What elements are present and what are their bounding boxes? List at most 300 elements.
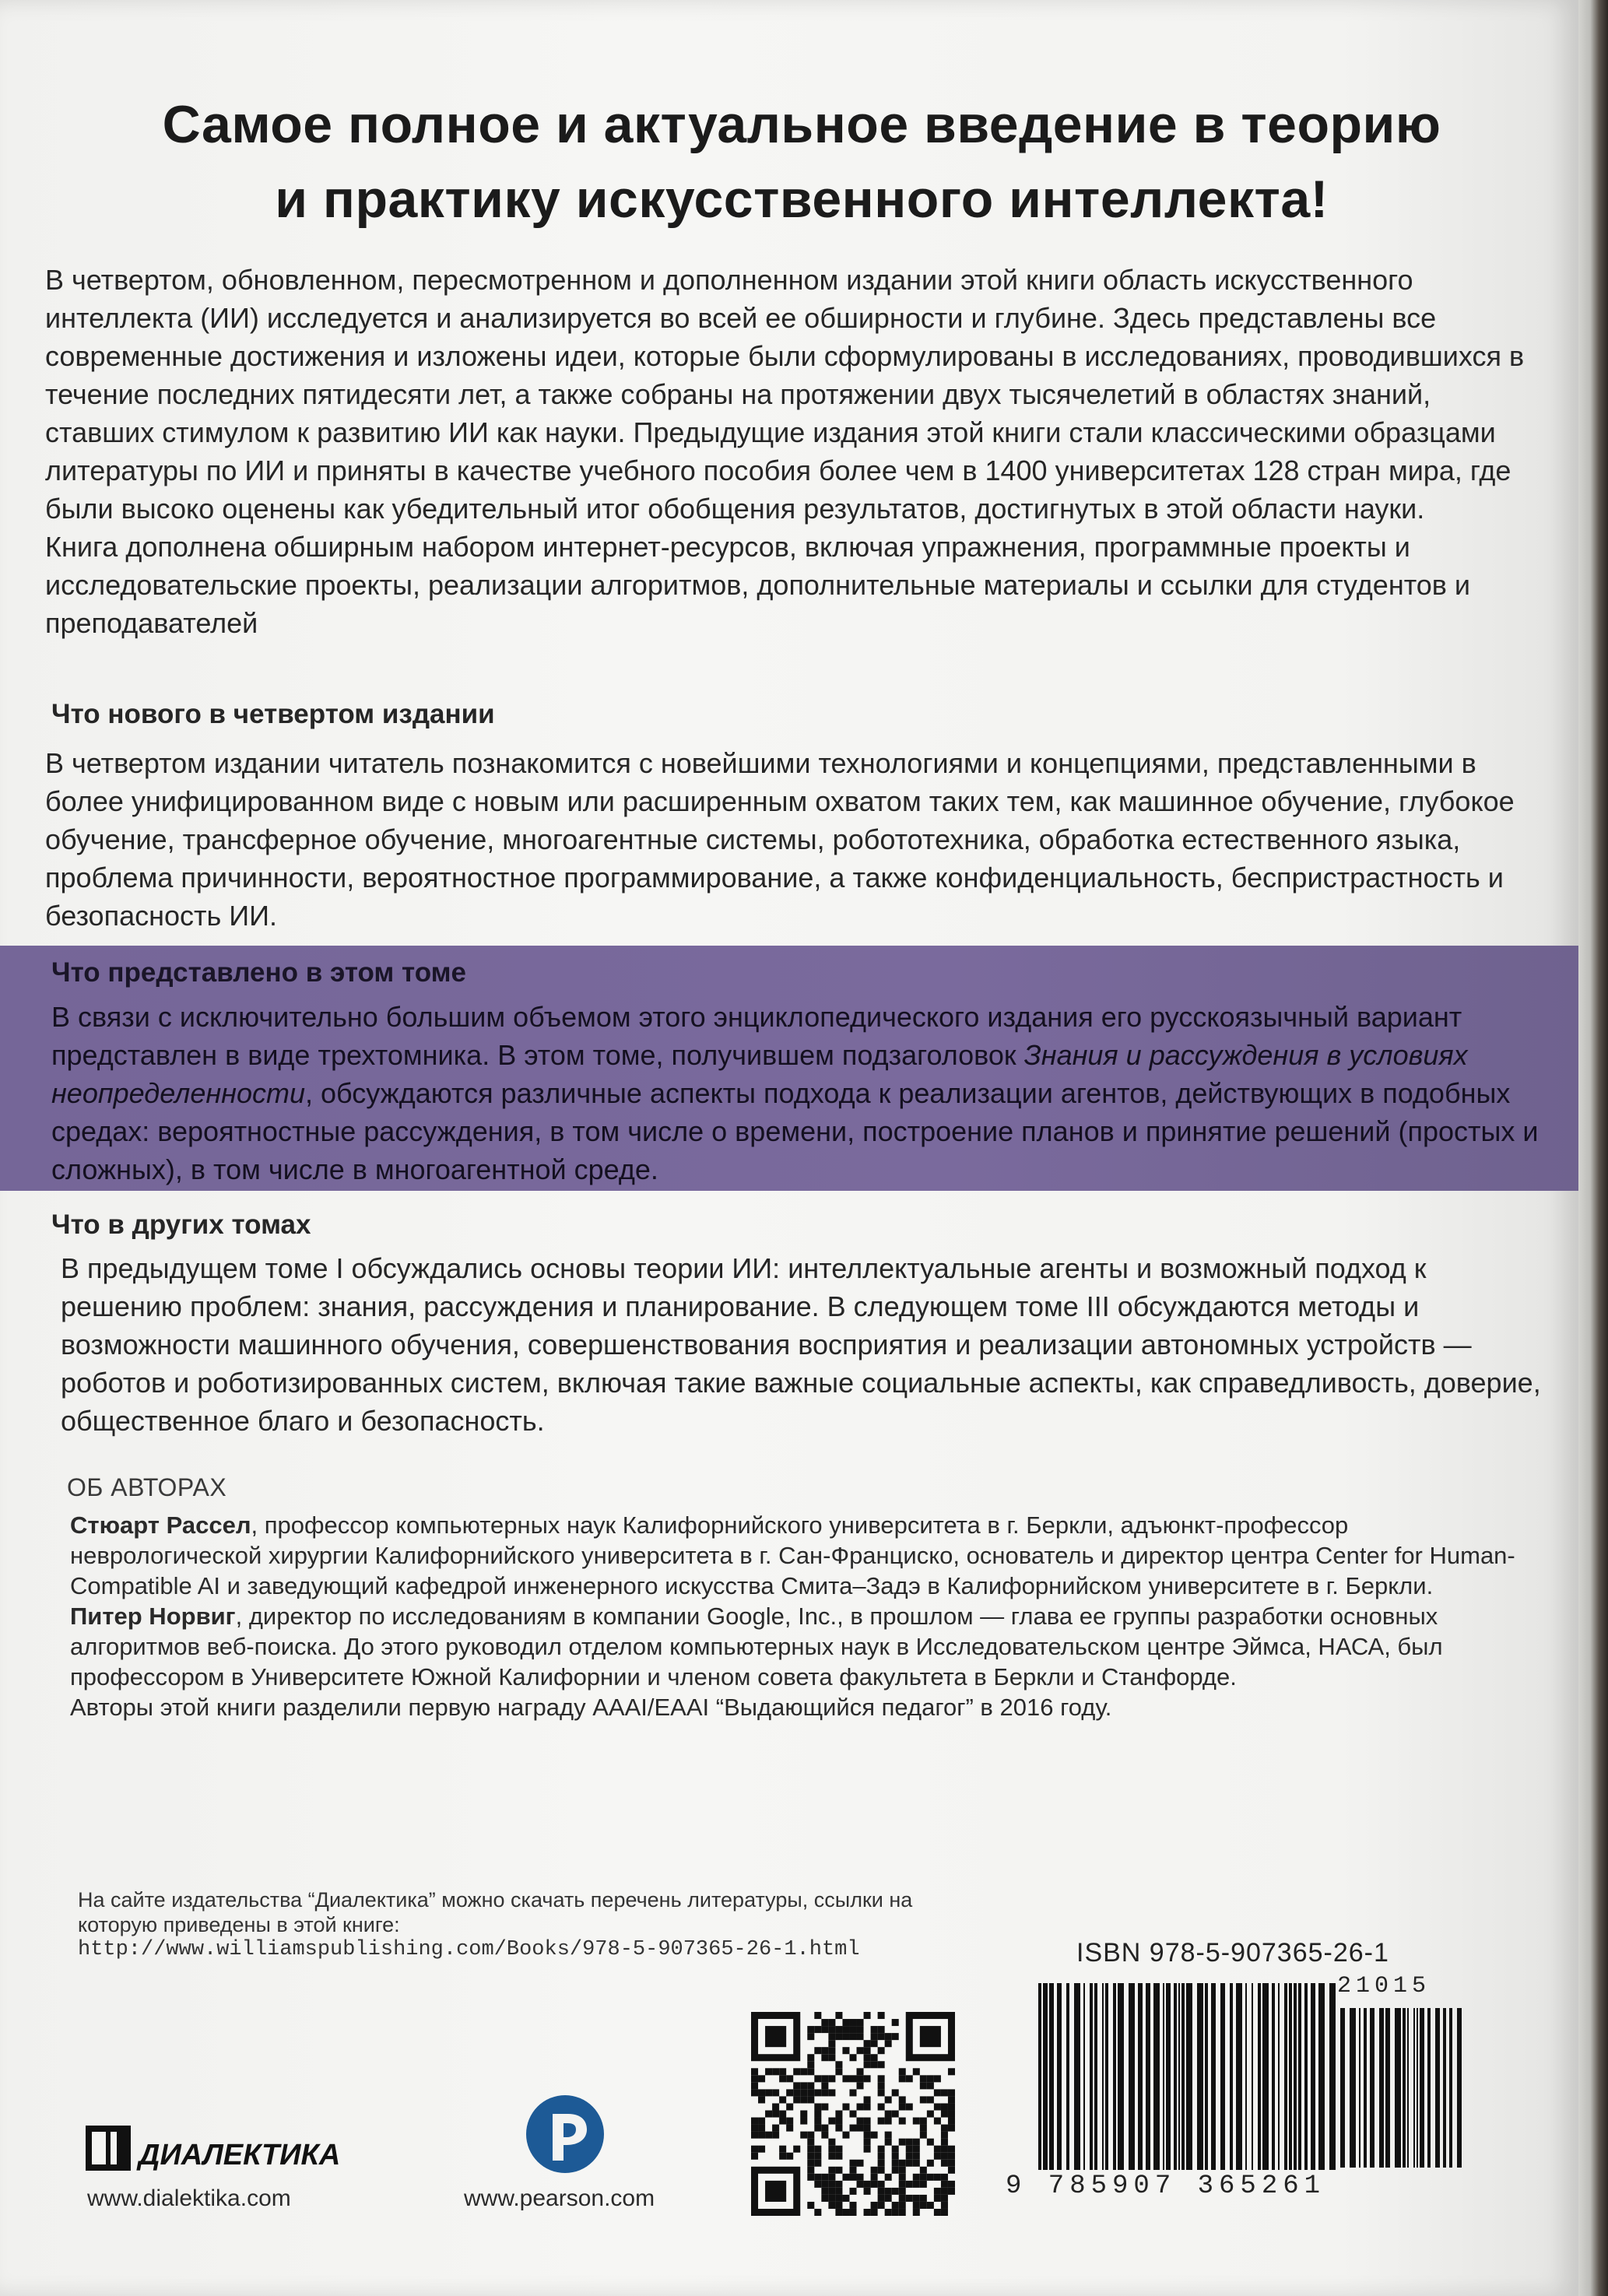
qr-module [878,2012,885,2019]
qr-module [899,2181,906,2188]
qr-module [772,2132,779,2139]
qr-module [885,2096,892,2103]
qr-module [941,2174,948,2181]
qr-module [800,2082,807,2089]
qr-module [849,2188,856,2195]
qr-module [948,2068,955,2075]
qr-module [899,2075,906,2082]
qr-module [842,2047,849,2054]
qr-module [807,2153,814,2160]
qr-module [842,2174,849,2181]
qr-module [814,2110,821,2117]
qr-module [751,2089,758,2096]
section-heading-new: Что нового в четвертом издании [51,699,495,729]
qr-module [835,2012,842,2019]
qr-module [885,2139,892,2146]
qr-module [948,2188,955,2195]
qr-module [779,2146,786,2153]
qr-module [814,2047,821,2054]
qr-module [807,2146,814,2153]
qr-module [758,2089,765,2096]
barcode-bar [1174,1983,1177,2170]
barcode-bar [1049,1983,1054,2170]
qr-module [807,2096,814,2103]
qr-module [885,2110,892,2117]
qr-module [786,2103,793,2110]
authors-heading: ОБ АВТОРАХ [67,1473,227,1501]
section-heading-volume: Что представлено в этом томе [51,957,466,988]
qr-module [934,2188,941,2195]
qr-module [793,2146,800,2153]
section-volume-paragraph [51,998,1546,1188]
barcode-bar [1211,1983,1216,2170]
qr-module [913,2202,920,2209]
headline-line-2: и практику искусственного интеллекта! [275,170,1329,229]
qr-module [765,2132,772,2139]
qr-module [828,2202,835,2209]
qr-module [849,2125,856,2132]
qr-module [948,2103,955,2110]
qr-module [941,2195,948,2202]
qr-module [842,2026,849,2033]
qr-module [871,2132,878,2139]
dialektika-logo [86,2121,366,2175]
qr-module [948,2096,955,2103]
qr-module [835,2153,842,2160]
qr-module [885,2188,892,2195]
qr-module [913,2153,920,2160]
qr-module [814,2125,821,2132]
barcode-bar [1181,1983,1185,2170]
barcode-bar [1364,2008,1367,2168]
qr-module [871,2061,878,2068]
qr-module [758,2075,765,2082]
qr-module [857,2174,864,2181]
qr-module [849,2089,856,2096]
qr-module [927,2082,934,2089]
qr-module [899,2096,906,2103]
qr-module [934,2075,941,2082]
qr-module [878,2082,885,2089]
qr-module [821,2026,828,2033]
qr-module [751,2146,758,2153]
qr-module [835,2033,842,2040]
author-russell [70,1510,1518,1601]
qr-module [878,2033,885,2040]
qr-module [814,2075,821,2082]
qr-module [849,2167,856,2174]
barcode-bar [1090,1983,1093,2170]
qr-module [835,2125,842,2132]
qr-module [849,2033,856,2040]
qr-module [751,2068,758,2075]
qr-module [842,2075,849,2082]
qr-module [885,2118,892,2125]
barcode-bar [1340,2008,1345,2168]
qr-module [842,2132,849,2139]
qr-module [906,2139,913,2146]
qr-module [864,2075,871,2082]
qr-module [842,2195,849,2202]
section-volume-text [51,998,1546,1188]
qr-module [913,2195,920,2202]
qr-module [786,2089,793,2096]
qr-module [821,2082,828,2089]
author-norvig-name: Питер Норвиг [70,1603,236,1630]
barcode-bar [1186,1983,1192,2170]
qr-module [934,2146,941,2153]
qr-module [751,2075,758,2082]
barcode-bar [1379,2008,1384,2168]
qr-module [920,2202,927,2209]
qr-module [772,2068,779,2075]
qr-module [892,2019,899,2026]
qr-module [864,2047,871,2054]
section-other-paragraph: В предыдущем томе I обсуждались основы теории ИИ: интеллектуальные агенты и возможный подход к решению проблем: знания, рассуждения и планирование. В следующем томе III обсуждаются методы и возможности машинного обучения, совершенствования восприятия и реализации автономных устройств — роботов и роботизированных систем, включая такие важные социальные аспекты, как справедливость, доверие, общественное благо и безопасность. [61,1252,1541,1437]
qr-module [885,2040,892,2047]
barcode-bar [1236,1983,1242,2170]
qr-module [864,2181,871,2188]
qr-module [934,2089,941,2096]
qr-module [857,2125,864,2132]
qr-module [864,2209,871,2216]
isbn-label: ISBN 978-5-907365-26-1 [1076,1938,1389,1968]
qr-module [835,2188,842,2195]
qr-module [835,2195,842,2202]
qr-module [842,2103,849,2110]
barcode-bar [1407,2008,1409,2168]
qr-module [878,2047,885,2054]
qr-module [878,2160,885,2167]
qr-module [864,2054,871,2061]
qr-module [913,2160,920,2167]
qr-module [821,2195,828,2202]
qr-module [857,2103,864,2110]
qr-module [751,2132,758,2139]
barcode-bar [1420,2008,1424,2168]
volume-subtitle: Знания и рассуждения в условиях неопределенности [51,1039,1468,1109]
qr-module [821,2181,828,2188]
qr-module [864,2125,871,2132]
pearson-website[interactable]: www.pearson.com [464,2185,655,2211]
qr-module [842,2209,849,2216]
qr-module [934,2118,941,2125]
qr-module [786,2118,793,2125]
qr-module [892,2167,899,2174]
qr-module [927,2174,934,2181]
qr-module [849,2075,856,2082]
qr-module [913,2118,920,2125]
qr-module [885,2174,892,2181]
award-note: Авторы этой книги разделили первую награду AAAI/EAAI “Выдающийся педагог” в 2016 году. [70,1694,1112,1721]
qr-module [885,2033,892,2040]
site-note [78,1887,981,1962]
qr-module [758,2096,765,2103]
qr-module [948,2153,955,2160]
volume-text-after: , обсуждаются различные аспекты подхода к реализации агентов, действующих в подобных средах: вероятностные рассуждения, в том числе о времени, построение планов и принятие решений (простых и сложных), в том числе в многоагентной среде. [51,1077,1539,1185]
qr-module [800,2132,807,2139]
qr-module [941,2153,948,2160]
qr-module [800,2096,807,2103]
barcode-digits: 9 785907 365261 [1006,2171,1326,2201]
qr-module [927,2202,934,2209]
qr-module [814,2181,821,2188]
qr-module [793,2089,800,2096]
qr-module [828,2153,835,2160]
authors-block [70,1510,1518,1722]
qr-module [913,2068,920,2075]
qr-module [857,2118,864,2125]
qr-module [835,2068,842,2075]
qr-module [864,2139,871,2146]
qr-module [920,2174,927,2181]
qr-module [913,2174,920,2181]
dialektika-website[interactable]: www.dialektika.com [87,2185,291,2211]
qr-module [878,2188,885,2195]
qr-module [906,2075,913,2082]
barcode-bar [1272,1983,1275,2170]
qr-module [892,2146,899,2153]
qr-module [758,2125,765,2132]
qr-module [892,2202,899,2209]
barcode-bar [1094,1983,1097,2170]
barcode-bar [1138,1983,1143,2170]
qr-module [878,2146,885,2153]
qr-module [857,2181,864,2188]
qr-module [828,2075,835,2082]
qr-module [906,2160,913,2167]
barcode [1035,1977,1471,2203]
qr-module [835,2110,842,2117]
qr-module [821,2019,828,2026]
qr-module [934,2174,941,2181]
section-heading-other: Что в других томах [51,1209,311,1240]
qr-module [892,2089,899,2096]
barcode-bar [1105,1983,1108,2170]
qr-module [807,2068,814,2075]
qr-module [772,2103,779,2110]
qr-module [878,2153,885,2160]
qr-module [821,2132,828,2139]
qr-module [821,2089,828,2096]
qr-module [892,2160,899,2167]
qr-module [849,2019,856,2026]
qr-module [913,2146,920,2153]
qr-module [857,2082,864,2089]
qr-module [871,2054,878,2061]
qr-module [828,2139,835,2146]
qr-module [899,2202,906,2209]
qr-module [807,2061,814,2068]
qr-module [779,2068,786,2075]
qr-module [814,2146,821,2153]
qr-module [814,2209,821,2216]
qr-module [941,2089,948,2096]
qr-module [779,2153,786,2160]
barcode-bar [1163,1983,1164,2170]
qr-module [885,2132,892,2139]
qr-module [857,2075,864,2082]
qr-module [934,2209,941,2216]
qr-module [892,2209,899,2216]
qr-module [906,2181,913,2188]
qr-module [906,2146,913,2153]
barcode-bar [1245,1983,1247,2170]
qr-module [906,2103,913,2110]
barcode-bar [1043,1983,1048,2170]
qr-module [899,2174,906,2181]
qr-module [864,2103,871,2110]
qr-module [878,2026,885,2033]
qr-module [920,2026,941,2047]
qr-module [821,2103,828,2110]
qr-module [878,2061,885,2068]
barcode-bar [1443,2008,1446,2168]
qr-module [948,2146,955,2153]
qr-module [934,2195,941,2202]
barcode-bar [1262,1983,1269,2170]
qr-module [828,2054,835,2061]
qr-module [892,2153,899,2160]
qr-module [765,2181,786,2202]
qr-module [920,2181,927,2188]
qr-module [765,2068,772,2075]
barcode-bar [1153,1983,1160,2170]
barcode-bar [1057,1983,1062,2170]
barcode-bar [1252,1983,1253,2170]
qr-module [849,2174,856,2181]
qr-module [772,2089,779,2096]
qr-module [913,2139,920,2146]
qr-module [941,2181,948,2188]
author-norvig-bio: , директор по исследованиям в компании Google, Inc., в прошлом — глава ее группы разработки основных алгоритмов веб-поиска. До этого руководил отделом компьютерных наук в Исследовательском центре Эймса, НАСА, был профессором в Университете Южной Калифорнии и членом совета факультета в Беркли и Станфорде. [70,1603,1443,1690]
qr-module [828,2026,835,2033]
qr-module [864,2096,871,2103]
qr-module [849,2160,856,2167]
author-russell-name: Стюарт Рассел [70,1511,251,1539]
qr-module [793,2096,800,2103]
barcode-bar [1205,1983,1208,2170]
pearson-logo [525,2094,606,2175]
site-url[interactable]: http://www.williamspublishing.com/Books/978-5-907365-26-1.html [78,1938,860,1961]
qr-module [864,2146,871,2153]
barcode-bar [1197,1983,1203,2170]
barcode-bar [1435,2008,1440,2168]
qr-module [920,2125,927,2132]
qr-module [814,2103,821,2110]
barcode-bar [1278,1983,1280,2170]
qr-module [941,2202,948,2209]
qr-module [814,2174,821,2181]
qr-module [857,2019,864,2026]
qr-code [751,2012,955,2216]
qr-module [807,2026,814,2033]
headline-line-1: Самое полное и актуальное введение в теорию [162,95,1441,154]
qr-module [941,2188,948,2195]
qr-module [807,2132,814,2139]
section-new-text [45,744,1547,935]
barcode-bar [1329,1983,1336,2170]
qr-module [920,2167,927,2174]
section-other-text [61,1249,1547,1440]
qr-module [765,2110,772,2117]
author-russell-bio: , профессор компьютерных наук Калифорнийского университета в г. Беркли, адъюнкт-профессор неврологической хирургии Калифорнийского университета в г. Сан-Франциско, основатель и директор центра Center for Human-Compatible AI и заведующий кафедрой инженерного искусства Смита–Задэ в Калифорнийском университете в г. Беркли. [70,1511,1515,1599]
qr-module [828,2195,835,2202]
qr-module [871,2181,878,2188]
qr-module [920,2075,927,2082]
qr-module [772,2110,779,2117]
qr-module [814,2153,821,2160]
qr-module [786,2153,793,2160]
qr-module [878,2075,885,2082]
qr-module [871,2040,878,2047]
qr-module [779,2110,786,2117]
site-note-text: На сайте издательства “Диалектика” можно скачать перечень литературы, ссылки на которую приведены в этой книге: [78,1888,913,1936]
qr-module [948,2160,955,2167]
qr-module [857,2026,864,2033]
qr-module [807,2174,814,2181]
qr-module [758,2132,765,2139]
barcode-bar [1403,2008,1406,2168]
qr-module [814,2089,821,2096]
qr-module [772,2125,779,2132]
qr-module [899,2118,906,2125]
qr-module [899,2188,906,2195]
qr-module [849,2054,856,2061]
barcode-bar [1284,1983,1287,2170]
qr-module [920,2118,927,2125]
qr-module [807,2054,814,2061]
qr-module [899,2160,906,2167]
qr-module [920,2096,927,2103]
qr-module [828,2118,835,2125]
qr-module [807,2167,814,2174]
intro-paragraph-1: В четвертом, обновленном, пересмотренном и дополненном издании этой книги область искусственного интеллекта (ИИ) исследуется и анализируется во всей ее обширности и глубине. Здесь представлены все современные достижения и изложены идеи, которые были сформулированы в исследованиях, проводившихся в течение последних пятидесяти лет, а также собраны на протяжении двух тысячелетий в областях знаний, ставших стимулом к развитию ИИ как науки. Предыдущие издания этой книги стали классическими образцами литературы по ИИ и приняты в качестве учебного пособия более чем в 1400 университетах 128 стран мира, где были высоко оценены как убедительный итог обобщения результатов, достигнутых в этой области науки. [45,264,1525,525]
qr-module [828,2188,835,2195]
qr-module [906,2195,913,2202]
qr-module [765,2026,786,2047]
qr-module [800,2089,807,2096]
barcode-bar [1417,2008,1418,2168]
qr-module [885,2209,892,2216]
barcode-bar [1220,1983,1225,2170]
qr-module [934,2153,941,2160]
qr-module [821,2075,828,2082]
barcode-bar [1038,1983,1041,2170]
barcode-bar [1311,1983,1315,2170]
qr-module [871,2209,878,2216]
qr-module [828,2174,835,2181]
qr-module [941,2132,948,2139]
qr-module [941,2146,948,2153]
qr-module [751,2118,758,2125]
barcode-bar [1294,1983,1297,2170]
qr-module [899,2195,906,2202]
qr-module [948,2118,955,2125]
volume-text-before: В связи с исключительно большим объемом этого энциклопедического издания его русскоязычный вариант представлен в виде трехтомника. В этом томе, получившем подзаголовок [51,1001,1462,1071]
qr-module [828,2146,835,2153]
barcode-bar [1385,2008,1390,2168]
qr-module [948,2181,955,2188]
qr-module [941,2209,948,2216]
qr-module [835,2209,842,2216]
qr-module [835,2118,842,2125]
qr-module [857,2047,864,2054]
qr-module [807,2033,814,2040]
qr-module [807,2139,814,2146]
qr-module [948,2125,955,2132]
qr-module [899,2068,906,2075]
